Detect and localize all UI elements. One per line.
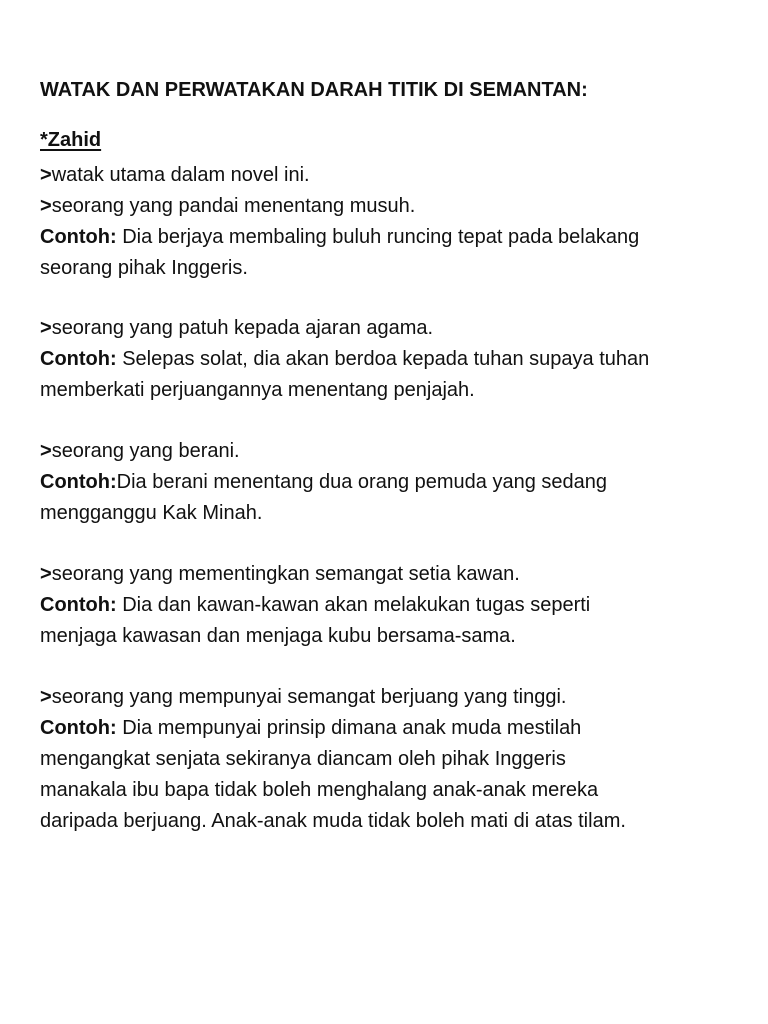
trait-line bbox=[40, 194, 415, 218]
bullet-marker: > bbox=[40, 317, 52, 339]
example-line bbox=[40, 716, 581, 740]
example-line: daripada berjuang. Anak-anak muda tidak boleh mati di atas tilam. bbox=[40, 810, 626, 832]
trait-line bbox=[40, 685, 566, 709]
intro-text: watak utama dalam novel ini. bbox=[51, 164, 310, 186]
trait-text: seorang yang berani. bbox=[51, 440, 240, 462]
trait-line bbox=[40, 439, 240, 463]
bullet-marker: > bbox=[40, 440, 52, 462]
trait-text: seorang yang mementingkan semangat setia kawan. bbox=[51, 563, 520, 585]
trait-line bbox=[40, 316, 433, 340]
example-line bbox=[40, 225, 639, 249]
example-line bbox=[40, 470, 607, 494]
example-text: Dia berani menentang dua orang pemuda yang sedang bbox=[116, 471, 608, 493]
bullet-marker: > bbox=[40, 686, 52, 708]
example-label: Contoh: bbox=[40, 226, 117, 248]
example-text: Selepas solat, dia akan berdoa kepada tuhan supaya tuhan bbox=[116, 348, 650, 370]
example-label: Contoh: bbox=[40, 594, 117, 616]
example-line: manakala ibu bapa tidak boleh menghalang anak-anak mereka bbox=[40, 779, 599, 801]
example-label: Contoh: bbox=[40, 717, 117, 739]
example-text: Dia mempunyai prinsip dimana anak muda mestilah bbox=[116, 717, 582, 739]
example-line: seorang pihak Inggeris. bbox=[40, 257, 248, 279]
example-line: mengganggu Kak Minah. bbox=[40, 502, 263, 524]
example-label: Contoh: bbox=[40, 471, 117, 493]
trait-text: seorang yang mempunyai semangat berjuang yang tinggi. bbox=[51, 686, 567, 708]
trait-text: seorang yang pandai menentang musuh. bbox=[51, 195, 416, 217]
character-heading: *Zahid bbox=[40, 129, 102, 151]
trait-text: seorang yang patuh kepada ajaran agama. bbox=[51, 317, 434, 339]
example-label: Contoh: bbox=[40, 348, 117, 370]
example-line: mengangkat senjata sekiranya diancam oleh pihak Inggeris bbox=[40, 748, 566, 770]
example-line: menjaga kawasan dan menjaga kubu bersama-sama. bbox=[40, 625, 516, 647]
bullet-marker: > bbox=[40, 164, 52, 186]
intro-line bbox=[40, 163, 310, 187]
example-line: memberkati perjuangannya menentang penjajah. bbox=[40, 379, 475, 401]
bullet-marker: > bbox=[40, 195, 52, 217]
trait-line bbox=[40, 562, 520, 586]
example-text: Dia berjaya membaling buluh runcing tepat pada belakang bbox=[116, 226, 640, 248]
example-text: Dia dan kawan-kawan akan melakukan tugas seperti bbox=[116, 594, 591, 616]
example-line bbox=[40, 347, 649, 371]
bullet-marker: > bbox=[40, 563, 52, 585]
document-title: WATAK DAN PERWATAKAN DARAH TITIK DI SEMANTAN: bbox=[40, 79, 588, 101]
example-line bbox=[40, 593, 590, 617]
